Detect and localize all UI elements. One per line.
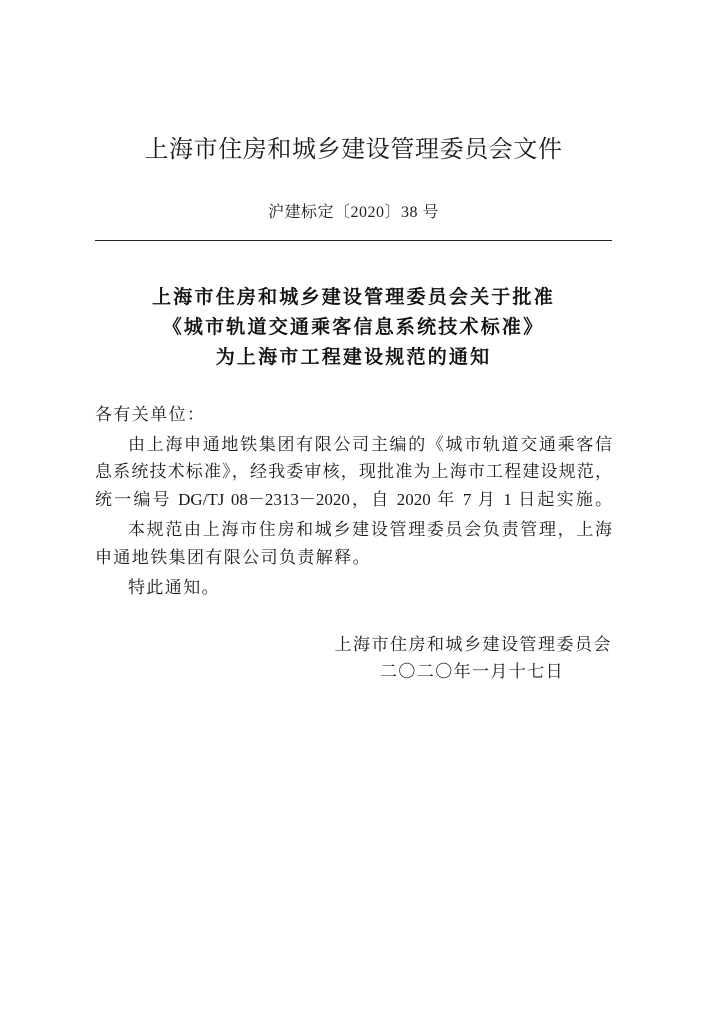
- notice-title-line: 为上海市工程建设规范的通知: [215, 347, 492, 368]
- issue-date: 二〇二〇年一月十七日: [380, 662, 564, 681]
- closing-remark: 特此通知。: [128, 578, 220, 597]
- body-text-line: 息系统技术标准》，经我委审核，现批准为上海市工程建设规范，: [95, 462, 612, 481]
- body-text-line: 由上海申通地铁集团有限公司主编的《城市轨道交通乘客信: [128, 435, 612, 454]
- document-header-title: 上海市住房和城乡建设管理委员会文件: [144, 137, 563, 163]
- body-text-line: 申通地铁集团有限公司负责解释。: [95, 548, 371, 567]
- issuer-signature: 上海市住房和城乡建设管理委员会: [334, 635, 612, 654]
- body-text-line: 统一编号 DG/TJ 08－2313－2020，自 2020 年 7 月 1 日起实施。: [95, 490, 612, 509]
- notice-title-line: 《城市轨道交通乘客信息系统技术标准》: [162, 317, 545, 338]
- notice-title-line: 上海市住房和城乡建设管理委员会关于批准: [152, 287, 555, 308]
- document-number: 沪建标定〔2020〕38 号: [267, 204, 439, 221]
- body-text-line: 本规范由上海市住房和城乡建设管理委员会负责管理，上海: [128, 520, 612, 539]
- header-divider: [95, 240, 612, 241]
- salutation: 各有关单位：: [95, 405, 206, 424]
